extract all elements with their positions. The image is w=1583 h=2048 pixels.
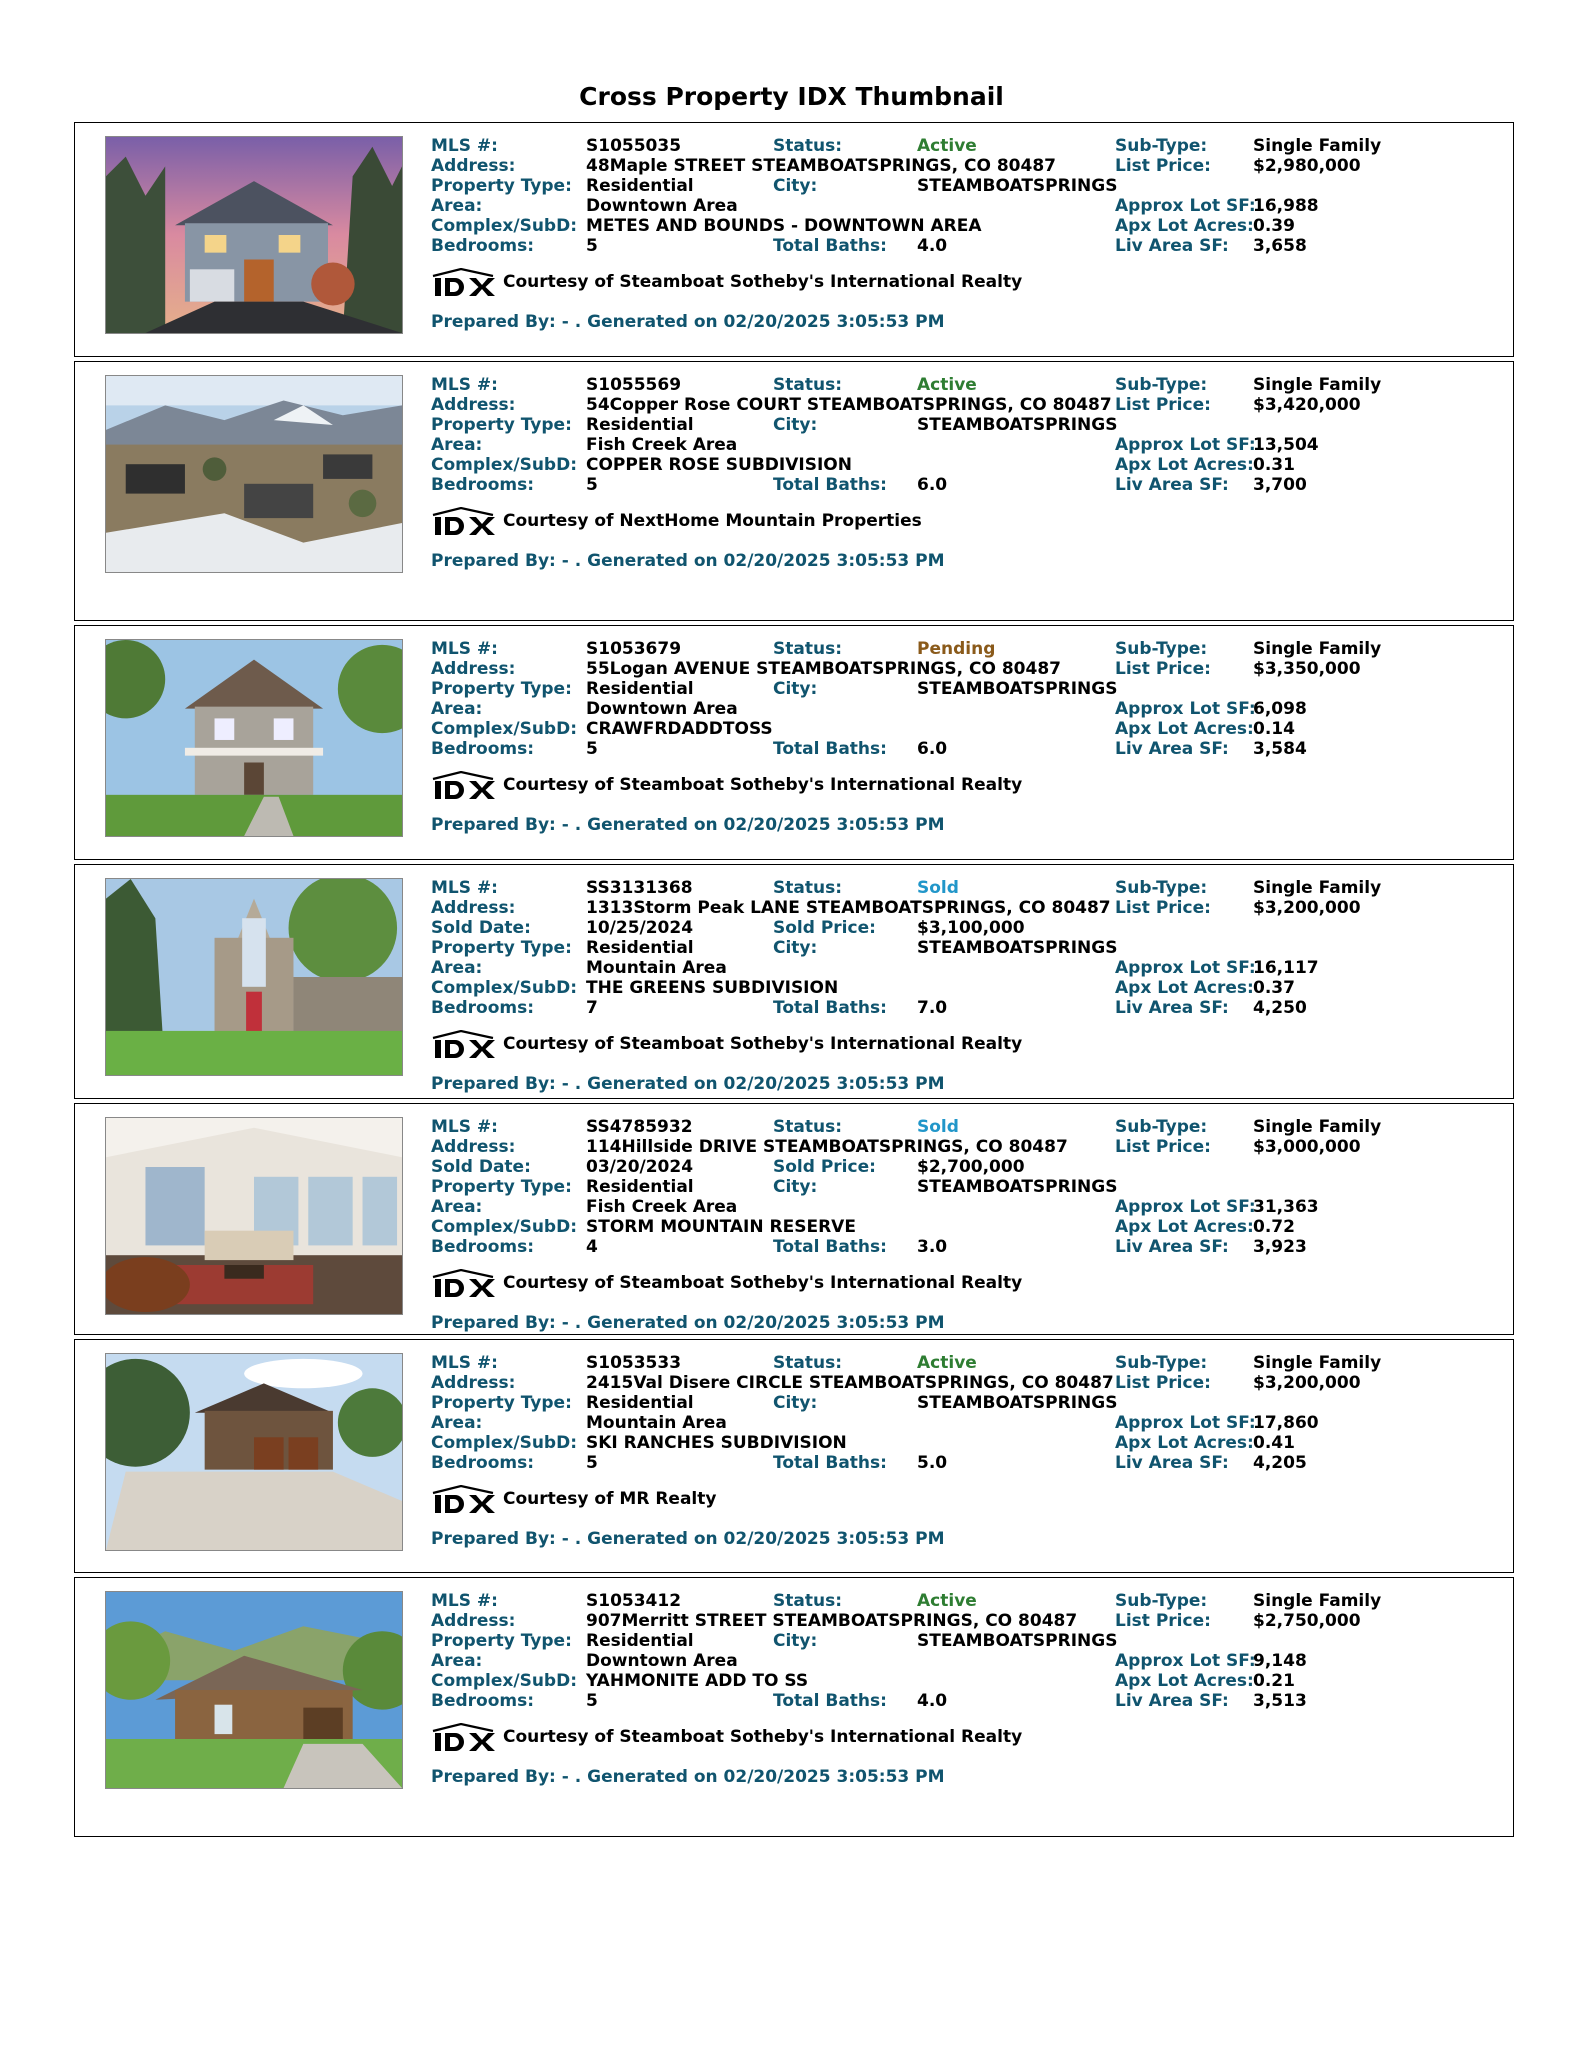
lot-sf-value: 16,988 [1253,196,1319,216]
row-complex [431,1217,1491,1237]
complex-value: SKI RANCHES SUBDIVISION [586,1433,847,1453]
lot-acres-label: Apx Lot Acres: [1115,455,1254,475]
courtesy-row [431,771,1491,801]
city-label: City: [773,415,818,435]
lot-sf-value: 9,148 [1253,1651,1307,1671]
property-type-value: Residential [586,1177,694,1197]
courtesy-row [431,507,1491,537]
lot-acres-value: 0.37 [1253,978,1295,998]
city-value: STEAMBOATSPRINGS [917,938,1118,958]
house-driveway-photo[interactable] [105,1353,403,1551]
city-value: STEAMBOATSPRINGS [917,679,1118,699]
sub-type-value: Single Family [1253,1117,1382,1137]
lot-sf-value: 13,504 [1253,435,1319,455]
city-label: City: [773,938,818,958]
sold-date-label: Sold Date: [431,1157,531,1177]
row-address [431,395,1491,415]
property-type-label: Property Type: [431,1177,572,1197]
property-type-value: Residential [586,415,694,435]
list-price-label: List Price: [1115,395,1211,415]
city-label: City: [773,1631,818,1651]
row-complex [431,1433,1491,1453]
row-address [431,1137,1491,1157]
address-label: Address: [431,395,516,415]
courtesy-text: Courtesy of MR Realty [503,1489,717,1509]
area-value: Mountain Area [586,958,727,978]
liv-area-label: Liv Area SF: [1115,998,1229,1018]
list-price-value: $3,200,000 [1253,1373,1361,1393]
row-complex [431,719,1491,739]
row-area [431,435,1491,455]
area-value: Downtown Area [586,699,738,719]
bedrooms-value: 4 [586,1237,598,1257]
lot-acres-value: 0.31 [1253,455,1295,475]
row-property-type [431,1393,1491,1413]
living-room-photo[interactable] [105,1117,403,1315]
courtesy-row [431,268,1491,298]
total-baths-value: 3.0 [917,1237,948,1257]
prepared-by-text: Prepared By: - . Generated on 02/20/2025 3:05:53 PM [431,312,945,332]
idx-logo-icon [431,1485,495,1515]
property-type-value: Residential [586,176,694,196]
list-price-value: $3,200,000 [1253,898,1361,918]
mls-label: MLS #: [431,1353,498,1373]
row-property-type [431,938,1491,958]
row-mls [431,136,1491,156]
lot-sf-label: Approx Lot SF: [1115,435,1256,455]
house-stone-photo[interactable] [105,878,403,1076]
property-type-label: Property Type: [431,1393,572,1413]
house-dusk-photo[interactable] [105,136,403,334]
row-address [431,898,1491,918]
row-property-type [431,679,1491,699]
status-label: Status: [773,878,842,898]
city-value: STEAMBOATSPRINGS [917,1393,1118,1413]
listing-details [431,136,1491,332]
listing-details [431,878,1491,1094]
lot-acres-label: Apx Lot Acres: [1115,1217,1254,1237]
listing-card [74,625,1514,860]
sold-date-value: 10/25/2024 [586,918,694,938]
area-label: Area: [431,196,483,216]
lot-sf-label: Approx Lot SF: [1115,1651,1256,1671]
property-type-value: Residential [586,679,694,699]
courtesy-text: Courtesy of Steamboat Sotheby's International Realty [503,775,1023,795]
complex-label: Complex/SubD: [431,978,577,998]
status-value: Active [917,1591,977,1611]
address-value: 907Merritt STREET STEAMBOATSPRINGS, CO 80487 [586,1611,1078,1631]
aerial-valley-photo[interactable] [105,375,403,573]
bedrooms-label: Bedrooms: [431,739,535,759]
bedrooms-label: Bedrooms: [431,1691,535,1711]
complex-label: Complex/SubD: [431,1217,577,1237]
lot-acres-value: 0.21 [1253,1671,1295,1691]
bedrooms-value: 5 [586,236,598,256]
row-area [431,196,1491,216]
idx-logo-icon [431,507,495,537]
row-property-type [431,1177,1491,1197]
courtesy-text: Courtesy of NextHome Mountain Properties [503,511,922,531]
bedrooms-value: 5 [586,475,598,495]
status-label: Status: [773,136,842,156]
row-sold [431,918,1491,938]
total-baths-value: 6.0 [917,475,948,495]
mls-value: S1053412 [586,1591,682,1611]
sub-type-value: Single Family [1253,639,1382,659]
lot-sf-label: Approx Lot SF: [1115,1413,1256,1433]
row-complex [431,978,1491,998]
lot-sf-label: Approx Lot SF: [1115,699,1256,719]
lot-sf-value: 17,860 [1253,1413,1319,1433]
complex-value: COPPER ROSE SUBDIVISION [586,455,852,475]
prepared-by-text: Prepared By: - . Generated on 02/20/2025 3:05:53 PM [431,551,945,571]
listing-details [431,1591,1491,1787]
sub-type-label: Sub-Type: [1115,375,1208,395]
mls-value: S1055035 [586,136,682,156]
bedrooms-label: Bedrooms: [431,998,535,1018]
row-complex [431,455,1491,475]
status-value: Active [917,1353,977,1373]
property-type-value: Residential [586,1631,694,1651]
status-label: Status: [773,639,842,659]
row-mls [431,1117,1491,1137]
row-bedrooms [431,1691,1491,1711]
lot-acres-value: 0.39 [1253,216,1295,236]
list-price-label: List Price: [1115,1611,1211,1631]
row-address [431,156,1491,176]
courtesy-row [431,1485,1491,1515]
mls-label: MLS #: [431,375,498,395]
row-bedrooms [431,1453,1491,1473]
address-label: Address: [431,1373,516,1393]
list-price-value: $2,980,000 [1253,156,1361,176]
mls-label: MLS #: [431,639,498,659]
idx-logo-icon [431,268,495,298]
city-value: STEAMBOATSPRINGS [917,176,1118,196]
status-value: Sold [917,1117,959,1137]
list-price-label: List Price: [1115,898,1211,918]
sold-price-value: $2,700,000 [917,1157,1025,1177]
listing-card [74,1339,1514,1573]
address-value: 1313Storm Peak LANE STEAMBOATSPRINGS, CO 80487 [586,898,1111,918]
property-type-label: Property Type: [431,679,572,699]
row-complex [431,1671,1491,1691]
liv-area-label: Liv Area SF: [1115,236,1229,256]
list-price-value: $3,350,000 [1253,659,1361,679]
row-area [431,1413,1491,1433]
list-price-value: $3,420,000 [1253,395,1361,415]
total-baths-label: Total Baths: [773,1237,887,1257]
area-label: Area: [431,958,483,978]
lot-sf-label: Approx Lot SF: [1115,1197,1256,1217]
area-value: Downtown Area [586,1651,738,1671]
row-mls [431,1591,1491,1611]
lot-sf-label: Approx Lot SF: [1115,196,1256,216]
mls-value: S1053679 [586,639,682,659]
listing-card [74,1103,1514,1335]
mls-value: S1055569 [586,375,682,395]
row-bedrooms [431,236,1491,256]
sub-type-label: Sub-Type: [1115,136,1208,156]
liv-area-label: Liv Area SF: [1115,1453,1229,1473]
liv-area-label: Liv Area SF: [1115,475,1229,495]
address-value: 55Logan AVENUE STEAMBOATSPRINGS, CO 80487 [586,659,1061,679]
page-title: Cross Property IDX Thumbnail [579,82,1004,111]
complex-value: STORM MOUNTAIN RESERVE [586,1217,856,1237]
row-address [431,1373,1491,1393]
lot-acres-label: Apx Lot Acres: [1115,1671,1254,1691]
status-value: Pending [917,639,996,659]
row-sold [431,1157,1491,1177]
liv-area-value: 3,584 [1253,739,1307,759]
lot-acres-label: Apx Lot Acres: [1115,719,1254,739]
row-mls [431,1353,1491,1373]
house-garden-photo[interactable] [105,1591,403,1789]
total-baths-value: 4.0 [917,236,948,256]
total-baths-value: 4.0 [917,1691,948,1711]
row-address [431,1611,1491,1631]
row-area [431,958,1491,978]
address-value: 54Copper Rose COURT STEAMBOATSPRINGS, CO 80487 [586,395,1112,415]
address-label: Address: [431,1137,516,1157]
bedrooms-label: Bedrooms: [431,475,535,495]
liv-area-value: 3,923 [1253,1237,1307,1257]
area-label: Area: [431,699,483,719]
mls-value: SS4785932 [586,1117,693,1137]
sold-price-label: Sold Price: [773,1157,876,1177]
sold-date-value: 03/20/2024 [586,1157,694,1177]
area-value: Fish Creek Area [586,1197,738,1217]
listing-card [74,1577,1514,1837]
row-mls [431,639,1491,659]
city-label: City: [773,679,818,699]
status-value: Active [917,375,977,395]
row-bedrooms [431,998,1491,1018]
liv-area-label: Liv Area SF: [1115,739,1229,759]
list-price-label: List Price: [1115,1137,1211,1157]
bedrooms-label: Bedrooms: [431,1453,535,1473]
list-price-label: List Price: [1115,1373,1211,1393]
complex-label: Complex/SubD: [431,1671,577,1691]
listing-details [431,1117,1491,1333]
total-baths-label: Total Baths: [773,236,887,256]
row-address [431,659,1491,679]
lot-sf-value: 31,363 [1253,1197,1319,1217]
area-value: Mountain Area [586,1413,727,1433]
row-mls [431,878,1491,898]
courtesy-row [431,1030,1491,1060]
liv-area-value: 4,205 [1253,1453,1307,1473]
sold-price-label: Sold Price: [773,918,876,938]
sub-type-label: Sub-Type: [1115,878,1208,898]
status-label: Status: [773,375,842,395]
courtesy-row [431,1269,1491,1299]
status-label: Status: [773,1591,842,1611]
courtesy-text: Courtesy of Steamboat Sotheby's International Realty [503,1273,1023,1293]
prepared-by-text: Prepared By: - . Generated on 02/20/2025 3:05:53 PM [431,1074,945,1094]
listing-details [431,1353,1491,1549]
lot-acres-label: Apx Lot Acres: [1115,216,1254,236]
idx-logo-icon [431,1269,495,1299]
sub-type-label: Sub-Type: [1115,1591,1208,1611]
total-baths-label: Total Baths: [773,998,887,1018]
bedrooms-label: Bedrooms: [431,1237,535,1257]
property-type-label: Property Type: [431,1631,572,1651]
liv-area-value: 4,250 [1253,998,1307,1018]
lot-sf-value: 6,098 [1253,699,1307,719]
bedrooms-value: 5 [586,739,598,759]
sub-type-value: Single Family [1253,136,1382,156]
status-label: Status: [773,1353,842,1373]
address-label: Address: [431,1611,516,1631]
address-value: 2415Val Disere CIRCLE STEAMBOATSPRINGS, CO 80487 [586,1373,1114,1393]
mls-value: S1053533 [586,1353,682,1373]
city-value: STEAMBOATSPRINGS [917,415,1118,435]
total-baths-label: Total Baths: [773,739,887,759]
total-baths-label: Total Baths: [773,475,887,495]
total-baths-value: 6.0 [917,739,948,759]
prepared-by-text: Prepared By: - . Generated on 02/20/2025 3:05:53 PM [431,1529,945,1549]
sub-type-label: Sub-Type: [1115,1353,1208,1373]
row-complex [431,216,1491,236]
listing-details [431,375,1491,571]
mls-value: SS3131368 [586,878,693,898]
courtesy-text: Courtesy of Steamboat Sotheby's International Realty [503,272,1023,292]
address-value: 48Maple STREET STEAMBOATSPRINGS, CO 80487 [586,156,1056,176]
row-bedrooms [431,1237,1491,1257]
lot-acres-label: Apx Lot Acres: [1115,978,1254,998]
mls-label: MLS #: [431,136,498,156]
house-porch-photo[interactable] [105,639,403,837]
property-type-label: Property Type: [431,415,572,435]
liv-area-value: 3,513 [1253,1691,1307,1711]
area-label: Area: [431,1413,483,1433]
courtesy-row [431,1723,1491,1753]
courtesy-text: Courtesy of Steamboat Sotheby's International Realty [503,1034,1023,1054]
liv-area-value: 3,700 [1253,475,1307,495]
sub-type-label: Sub-Type: [1115,1117,1208,1137]
liv-area-label: Liv Area SF: [1115,1691,1229,1711]
status-value: Sold [917,878,959,898]
address-value: 114Hillside DRIVE STEAMBOATSPRINGS, CO 80487 [586,1137,1068,1157]
city-label: City: [773,1393,818,1413]
status-value: Active [917,136,977,156]
row-area [431,1197,1491,1217]
sold-price-value: $3,100,000 [917,918,1025,938]
address-label: Address: [431,156,516,176]
lot-acres-value: 0.72 [1253,1217,1295,1237]
sub-type-value: Single Family [1253,878,1382,898]
complex-value: CRAWFRDADDTOSS [586,719,773,739]
row-area [431,699,1491,719]
row-property-type [431,415,1491,435]
total-baths-label: Total Baths: [773,1691,887,1711]
bedrooms-label: Bedrooms: [431,236,535,256]
list-price-value: $2,750,000 [1253,1611,1361,1631]
complex-label: Complex/SubD: [431,719,577,739]
status-label: Status: [773,1117,842,1137]
city-value: STEAMBOATSPRINGS [917,1631,1118,1651]
sub-type-value: Single Family [1253,1353,1382,1373]
listing-card [74,864,1514,1099]
listing-details [431,639,1491,835]
lot-acres-value: 0.14 [1253,719,1295,739]
courtesy-text: Courtesy of Steamboat Sotheby's International Realty [503,1727,1023,1747]
sub-type-value: Single Family [1253,1591,1382,1611]
city-label: City: [773,1177,818,1197]
address-label: Address: [431,659,516,679]
complex-label: Complex/SubD: [431,1433,577,1453]
listing-card [74,122,1514,357]
total-baths-value: 7.0 [917,998,948,1018]
row-property-type [431,1631,1491,1651]
complex-label: Complex/SubD: [431,216,577,236]
property-type-value: Residential [586,938,694,958]
area-value: Downtown Area [586,196,738,216]
list-price-value: $3,000,000 [1253,1137,1361,1157]
mls-label: MLS #: [431,1117,498,1137]
area-label: Area: [431,1651,483,1671]
sold-date-label: Sold Date: [431,918,531,938]
idx-logo-icon [431,1723,495,1753]
bedrooms-value: 7 [586,998,598,1018]
bedrooms-value: 5 [586,1691,598,1711]
prepared-by-text: Prepared By: - . Generated on 02/20/2025 3:05:53 PM [431,815,945,835]
lot-acres-value: 0.41 [1253,1433,1295,1453]
complex-label: Complex/SubD: [431,455,577,475]
list-price-label: List Price: [1115,156,1211,176]
lot-acres-label: Apx Lot Acres: [1115,1433,1254,1453]
row-area [431,1651,1491,1671]
lot-sf-value: 16,117 [1253,958,1319,978]
mls-label: MLS #: [431,878,498,898]
property-type-label: Property Type: [431,176,572,196]
row-bedrooms [431,739,1491,759]
lot-sf-label: Approx Lot SF: [1115,958,1256,978]
row-bedrooms [431,475,1491,495]
row-property-type [431,176,1491,196]
row-mls [431,375,1491,395]
property-type-label: Property Type: [431,938,572,958]
area-value: Fish Creek Area [586,435,738,455]
area-label: Area: [431,1197,483,1217]
prepared-by-text: Prepared By: - . Generated on 02/20/2025 3:05:53 PM [431,1767,945,1787]
sub-type-value: Single Family [1253,375,1382,395]
sub-type-label: Sub-Type: [1115,639,1208,659]
area-label: Area: [431,435,483,455]
total-baths-label: Total Baths: [773,1453,887,1473]
property-type-value: Residential [586,1393,694,1413]
complex-value: YAHMONITE ADD TO SS [586,1671,809,1691]
idx-logo-icon [431,771,495,801]
city-label: City: [773,176,818,196]
prepared-by-text: Prepared By: - . Generated on 02/20/2025 3:05:53 PM [431,1313,945,1333]
list-price-label: List Price: [1115,659,1211,679]
liv-area-value: 3,658 [1253,236,1307,256]
total-baths-value: 5.0 [917,1453,948,1473]
mls-label: MLS #: [431,1591,498,1611]
complex-value: METES AND BOUNDS - DOWNTOWN AREA [586,216,982,236]
bedrooms-value: 5 [586,1453,598,1473]
complex-value: THE GREENS SUBDIVISION [586,978,839,998]
listing-card [74,361,1514,621]
address-label: Address: [431,898,516,918]
idx-logo-icon [431,1030,495,1060]
liv-area-label: Liv Area SF: [1115,1237,1229,1257]
city-value: STEAMBOATSPRINGS [917,1177,1118,1197]
